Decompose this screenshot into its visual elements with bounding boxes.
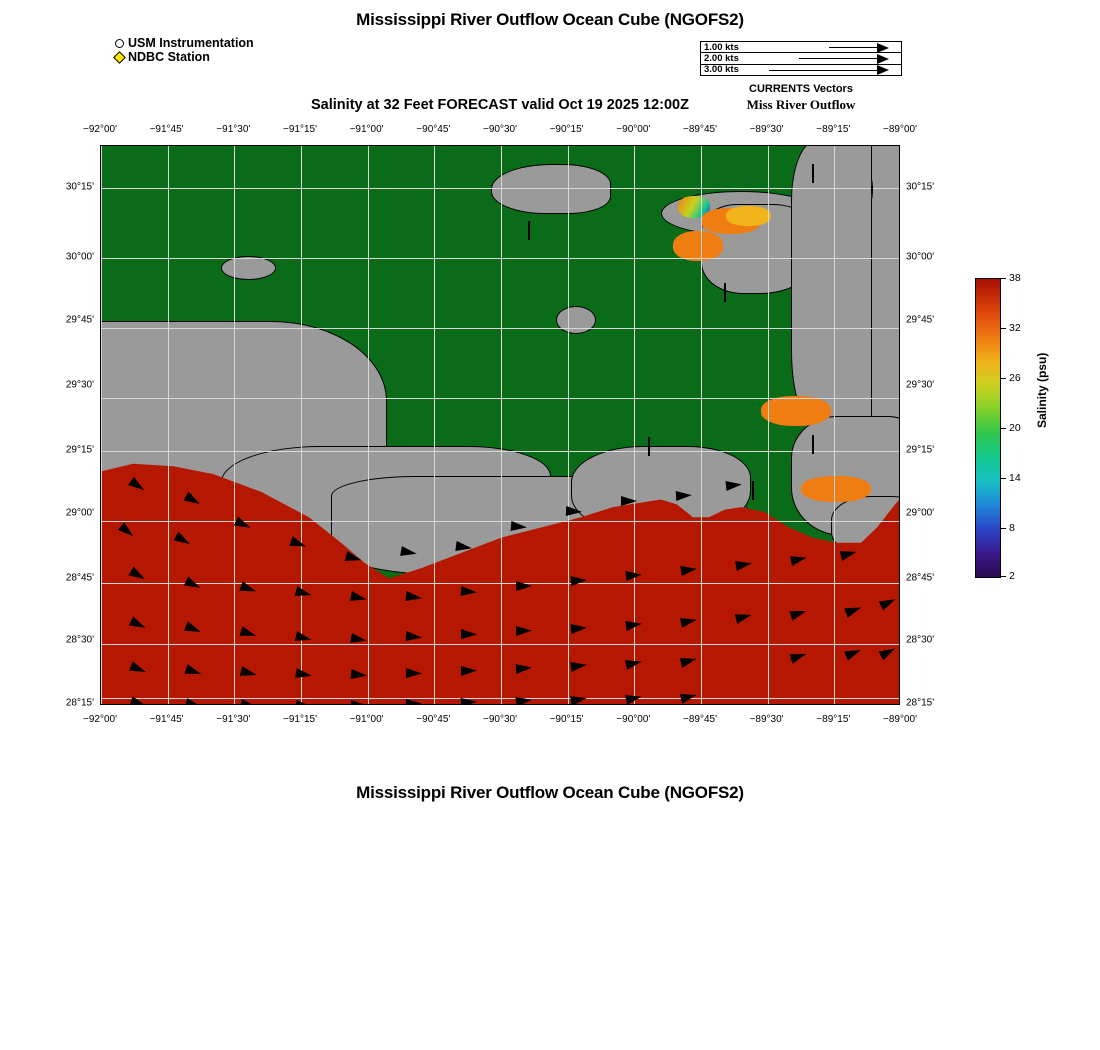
axis-label-lon-top: −90°15'	[549, 124, 584, 135]
axis-label-lat-right: 30°15'	[906, 181, 935, 193]
station-ndbc[interactable]	[724, 284, 735, 295]
axis-label-lon-bottom: −89°30'	[749, 714, 784, 725]
vector-scale-row-1	[701, 42, 901, 53]
axis-label-lat-right: 30°00'	[906, 251, 935, 263]
diamond-marker-icon	[752, 481, 754, 500]
current-vector	[515, 695, 532, 705]
station-ndbc[interactable]	[648, 438, 659, 449]
vector-arrow-head-1	[877, 43, 889, 53]
diamond-marker-icon	[648, 437, 650, 456]
station-ndbc[interactable]	[752, 482, 763, 493]
colorbar-tick-label: 14	[1009, 472, 1021, 484]
legend-label-usm: USM Instrumentation	[128, 36, 254, 50]
gridline-lon	[368, 146, 369, 704]
axis-label-lat-left: 29°15'	[65, 444, 94, 456]
axis-label-lon-top: −89°45'	[683, 124, 717, 135]
vector-scale-label-1: 1.00 kts	[704, 41, 739, 53]
current-vector	[350, 669, 367, 681]
footer-title: Mississippi River Outflow Ocean Cube (NGOFS2)	[356, 783, 744, 802]
diamond-marker-icon	[724, 283, 726, 302]
diamond-marker-icon	[812, 435, 814, 454]
map-subtitle: Salinity at 32 Feet FORECAST valid Oct 19 2025 12:00Z	[311, 97, 689, 113]
current-vector	[570, 693, 587, 705]
axis-label-lon-bottom: −92°00'	[83, 714, 117, 725]
diamond-marker-icon	[812, 164, 814, 183]
axis-label-lon-bottom: −91°30'	[216, 714, 251, 725]
land-north-shore	[491, 164, 611, 214]
axis-label-lat-right: 28°45'	[906, 572, 935, 584]
axis-label-lat-right: 28°15'	[906, 697, 935, 709]
axis-label-lat-right: 29°15'	[906, 444, 935, 456]
colorbar-tick-label: 2	[1009, 570, 1015, 582]
gridline-lon	[234, 146, 235, 704]
current-vector	[571, 575, 588, 586]
axis-label-lat-left: 28°15'	[65, 697, 94, 709]
axis-label-lon-top: −91°45'	[149, 124, 184, 135]
vector-arrow-shaft-1	[829, 47, 877, 48]
vector-scale-row-3	[701, 65, 901, 76]
axis-label-lon-bottom: −89°15'	[816, 714, 851, 725]
axis-label-lat-left: 28°45'	[65, 572, 94, 584]
colorbar-tick	[1001, 428, 1006, 429]
map-canvas[interactable]	[100, 145, 900, 705]
axis-label-lon-top: −90°00'	[616, 124, 651, 135]
axis-label-lon-bottom: −89°00'	[883, 714, 917, 725]
land-small-island-a	[556, 306, 596, 334]
current-vector	[405, 631, 422, 643]
current-vector	[461, 586, 478, 597]
gridline-lat	[101, 521, 899, 522]
gridline-lon	[301, 146, 302, 704]
current-vector	[621, 496, 637, 506]
vector-scale-row-2	[701, 53, 901, 64]
station-ndbc[interactable]	[812, 436, 823, 447]
axis-label-lat-right: 29°00'	[906, 507, 935, 519]
vector-key-caption: CURRENTS Vectors	[749, 83, 853, 95]
gridline-lon	[501, 146, 502, 704]
current-vector	[405, 591, 422, 603]
region-label: Miss River Outflow	[746, 97, 856, 112]
axis-label-lon-bottom: −90°45'	[416, 714, 451, 725]
gridline-lat	[101, 583, 899, 584]
current-vector	[566, 506, 583, 517]
axis-label-lat-left: 29°30'	[65, 379, 94, 391]
vector-arrow-head-3	[877, 65, 889, 75]
circle-marker-icon	[110, 39, 128, 48]
axis-label-lon-bottom: −89°45'	[683, 714, 717, 725]
current-vector	[516, 625, 532, 636]
vector-arrow-head-2	[877, 54, 889, 64]
axis-label-lon-top: −91°15'	[283, 124, 317, 135]
current-vector	[626, 570, 643, 581]
axis-label-lon-top: −92°00'	[83, 124, 117, 135]
gridline-lon	[568, 146, 569, 704]
colorbar-tick-label: 26	[1009, 372, 1021, 384]
current-vector	[455, 541, 472, 553]
current-vector	[725, 479, 742, 491]
axis-label-lon-bottom: −90°00'	[616, 714, 651, 725]
vector-scale-label-3: 3.00 kts	[704, 64, 739, 76]
vector-scale-label-2: 2.00 kts	[704, 52, 739, 64]
colorbar	[975, 272, 1021, 582]
legend-item-ndbc	[110, 50, 254, 64]
current-vector	[516, 581, 532, 591]
current-vector	[461, 697, 478, 705]
salinity-patch-orange-5	[801, 476, 871, 502]
axis-label-lon-bottom: −90°30'	[483, 714, 517, 725]
legend-item-usm	[110, 36, 254, 50]
current-vector	[571, 623, 588, 634]
axis-label-lon-top: −89°30'	[749, 124, 784, 135]
gridline-lat	[101, 328, 899, 329]
salinity-patch-orange-3	[673, 231, 723, 261]
axis-label-lat-left: 28°30'	[65, 634, 94, 646]
salinity-patch-orange-2	[726, 206, 771, 226]
gridline-lon	[834, 146, 835, 704]
gridline-lon	[101, 146, 102, 704]
axis-label-lon-top: −89°00'	[883, 124, 917, 135]
map-legend	[110, 36, 254, 64]
axis-label-lat-right: 29°45'	[906, 314, 935, 326]
gridline-lat	[101, 398, 899, 399]
current-vector	[511, 521, 528, 532]
axis-label-lon-bottom: −91°45'	[149, 714, 184, 725]
vector-arrow-shaft-3	[769, 70, 877, 71]
gridline-lon	[701, 146, 702, 704]
vector-scale-key	[700, 41, 902, 76]
colorbar-tick	[1001, 528, 1006, 529]
page-title: Mississippi River Outflow Ocean Cube (NGOFS2)	[356, 10, 744, 29]
diamond-marker-icon	[528, 221, 530, 240]
circle-marker-icon	[871, 180, 873, 199]
axis-label-lat-right: 28°30'	[906, 634, 935, 646]
gridline-lat	[101, 188, 899, 189]
salinity-patch-orange-4	[761, 396, 831, 426]
current-vector	[295, 700, 312, 705]
colorbar-tick-label: 38	[1009, 272, 1021, 284]
colorbar-tick-label: 8	[1009, 522, 1015, 534]
legend-label-ndbc: NDBC Station	[128, 50, 210, 64]
axis-label-lat-left: 29°45'	[65, 314, 94, 326]
gridline-lat	[101, 451, 899, 452]
axis-label-lon-top: −91°30'	[216, 124, 251, 135]
colorbar-gradient	[975, 278, 1001, 578]
gridline-lat	[101, 698, 899, 699]
colorbar-tick	[1001, 576, 1006, 577]
axis-label-lon-top: −91°00'	[349, 124, 384, 135]
axis-label-lat-right: 29°30'	[906, 379, 935, 391]
colorbar-tick-label: 32	[1009, 322, 1021, 334]
current-vector	[516, 663, 533, 674]
gridline-lat	[101, 258, 899, 259]
station-ndbc[interactable]	[812, 165, 823, 176]
axis-label-lon-top: −90°45'	[416, 124, 451, 135]
current-vector	[406, 698, 422, 705]
colorbar-title: Salinity (psu)	[1035, 352, 1049, 428]
gridline-lon	[434, 146, 435, 704]
axis-label-lat-left: 30°00'	[65, 251, 94, 263]
gridline-lon	[768, 146, 769, 704]
current-vector	[406, 668, 422, 679]
current-vector	[351, 700, 367, 705]
colorbar-tick-label: 20	[1009, 422, 1021, 434]
axis-label-lon-bottom: −91°00'	[349, 714, 384, 725]
current-vector	[461, 629, 477, 640]
axis-label-lon-top: −90°30'	[483, 124, 517, 135]
current-vector	[676, 490, 693, 501]
colorbar-tick	[1001, 378, 1006, 379]
station-ndbc[interactable]	[528, 222, 539, 233]
axis-label-lat-left: 30°15'	[65, 181, 94, 193]
axis-label-lon-top: −89°15'	[816, 124, 851, 135]
land-small-island-b	[221, 256, 276, 280]
axis-label-lat-left: 29°00'	[65, 507, 94, 519]
gridline-lon	[168, 146, 169, 704]
axis-label-lon-bottom: −90°15'	[549, 714, 584, 725]
current-vector	[461, 665, 477, 676]
gridline-lat	[101, 644, 899, 645]
station-usm[interactable]	[871, 181, 882, 192]
vector-arrow-shaft-2	[799, 58, 877, 59]
colorbar-tick	[1001, 328, 1006, 329]
axis-label-lon-bottom: −91°15'	[283, 714, 317, 725]
diamond-marker-icon	[110, 53, 128, 62]
colorbar-tick	[1001, 278, 1006, 279]
colorbar-tick	[1001, 478, 1006, 479]
